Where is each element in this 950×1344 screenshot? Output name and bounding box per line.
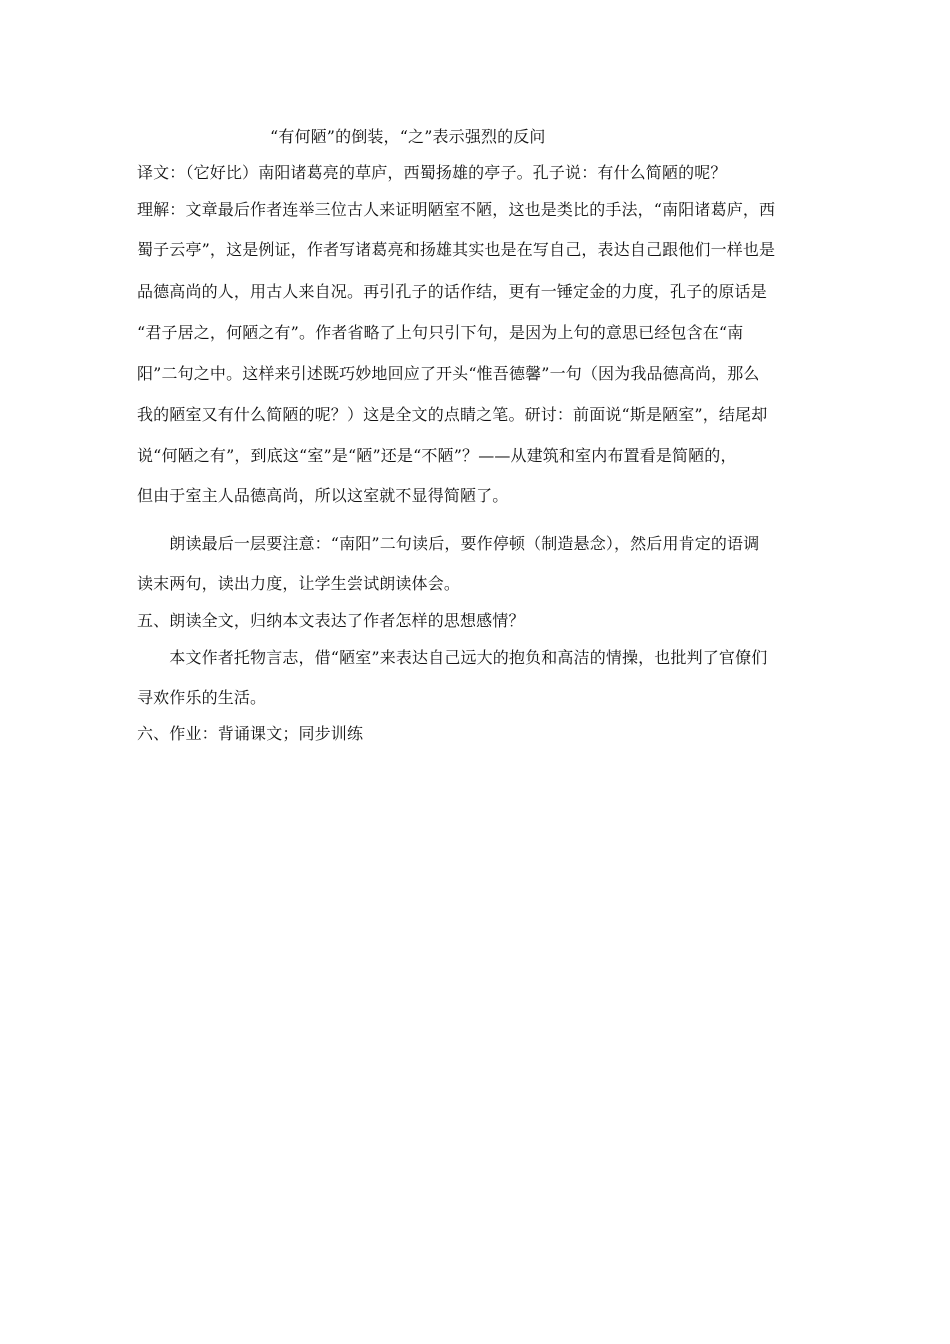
understanding-line-6: 我的陋室又有什么简陋的呢？）这是全文的点睛之笔。研讨：前面说“斯是陋室”，结尾却 (137, 405, 768, 424)
reading-line-2: 读末两句，读出力度，让学生尝试朗读体会。 (137, 574, 461, 593)
translation-line: 译文：（它好比）南阳诸葛亮的草庐，西蜀扬雄的亭子。孔子说：有什么简陋的呢？ (137, 163, 727, 182)
annotation-note: “有何陋”的倒装，“之”表示强烈的反问 (270, 127, 546, 146)
section6-homework: 六、作业：背诵课文；同步训练 (137, 724, 364, 743)
understanding-line-5: 阳”二句之中。这样来引述既巧妙地回应了开头“惟吾德馨”一句（因为我品德高尚，那么 (137, 364, 760, 383)
understanding-line-2: 蜀子云亭”，这是例证，作者写诸葛亮和扬雄其实也是在写自己，表达自己跟他们一样也是 (137, 240, 776, 259)
reading-line-1: 朗读最后一层要注意：“南阳”二句读后，要作停顿（制造悬念），然后用肯定的语调 (137, 534, 760, 553)
section5-answer-line-1: 本文作者托物言志，借“陋室”来表达自己远大的抱负和高洁的情操，也批判了官僚们 (137, 648, 768, 667)
understanding-line-3: 品德高尚的人，用古人来自况。再引孔子的话作结，更有一锤定金的力度，孔子的原话是 (137, 282, 767, 301)
understanding-line-8: 但由于室主人品德高尚，所以这室就不显得简陋了。 (137, 486, 509, 505)
section5-answer-line-2: 寻欢作乐的生活。 (137, 688, 267, 707)
understanding-line-1: 理解：文章最后作者连举三位古人来证明陋室不陋，这也是类比的手法，“南阳诸葛庐，西 (137, 200, 776, 219)
understanding-line-7: 说“何陋之有”，到底这“室”是“陋”还是“不陋”？——从建筑和室内布置看是简陋的， (137, 446, 737, 465)
section5-heading: 五、朗读全文，归纳本文表达了作者怎样的思想感情？ (137, 611, 525, 630)
understanding-line-4: “君子居之，何陋之有”。作者省略了上句只引下句，是因为上句的意思已经包含在“南 (137, 323, 744, 342)
